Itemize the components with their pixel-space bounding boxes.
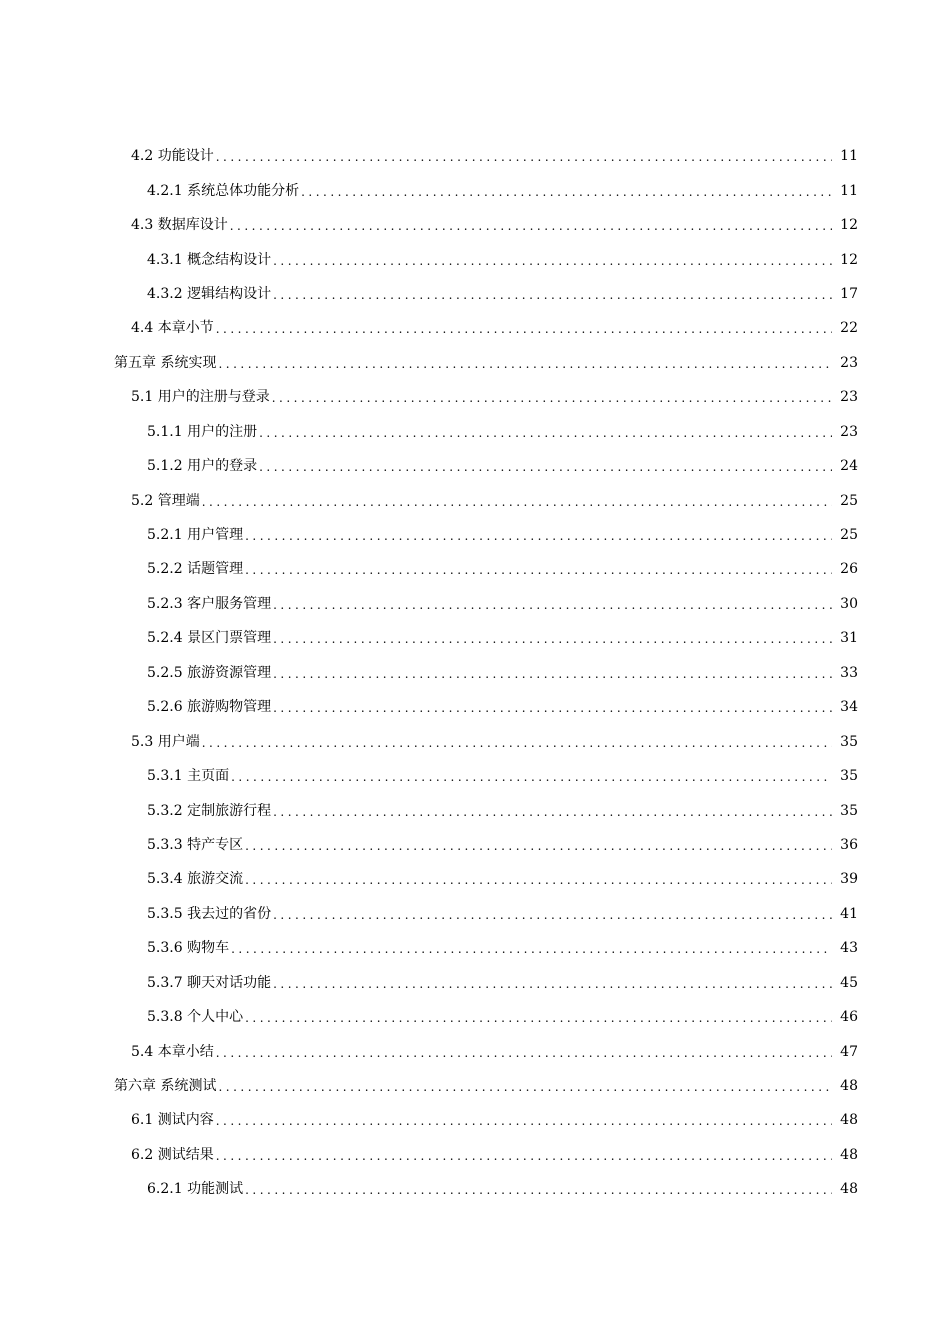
toc-dot-leader (273, 284, 832, 304)
toc-entry-title: 6.1 测试内容 (131, 1112, 214, 1129)
toc-entry[interactable] (0, 1138, 950, 1172)
toc-entry-title: 6.2 测试结果 (131, 1146, 214, 1163)
toc-entry[interactable] (0, 931, 950, 965)
toc-entry-page-number: 17 (840, 285, 858, 302)
toc-entry-page-number: 46 (840, 1009, 858, 1026)
toc-dot-leader (273, 663, 832, 683)
toc-dot-leader (231, 938, 832, 958)
toc-entry-title: 4.2.1 系统总体功能分析 (147, 182, 300, 199)
toc-dot-leader (259, 422, 832, 442)
toc-entry-page-number: 11 (840, 182, 858, 199)
toc-entry-title: 5.3.3 特产专区 (147, 836, 244, 853)
toc-entry-title: 5.3.2 定制旅游行程 (147, 802, 272, 819)
toc-entry-title: 5.2.6 旅游购物管理 (147, 699, 272, 716)
toc-dot-leader (273, 697, 832, 717)
toc-entry-page-number: 12 (840, 217, 858, 234)
toc-entry-page-number: 48 (840, 1146, 858, 1163)
toc-entry[interactable] (0, 621, 950, 655)
table-of-contents (0, 139, 950, 1207)
toc-entry[interactable] (0, 1103, 950, 1137)
toc-entry-title: 5.3.7 聊天对话功能 (147, 974, 272, 991)
toc-entry[interactable] (0, 656, 950, 690)
toc-entry[interactable] (0, 242, 950, 276)
toc-entry[interactable] (0, 1172, 950, 1206)
toc-entry[interactable] (0, 380, 950, 414)
toc-entry-page-number: 23 (840, 423, 858, 440)
toc-entry[interactable] (0, 449, 950, 483)
toc-dot-leader (245, 525, 832, 545)
toc-entry[interactable] (0, 690, 950, 724)
toc-entry-title: 5.2.1 用户管理 (147, 527, 244, 544)
toc-entry-page-number: 36 (840, 836, 858, 853)
toc-dot-leader (218, 1076, 832, 1096)
toc-entry-page-number: 47 (840, 1043, 858, 1060)
toc-entry[interactable] (0, 483, 950, 517)
toc-entry-page-number: 24 (840, 458, 858, 475)
toc-entry-title: 5.1.2 用户的登录 (147, 458, 258, 475)
toc-dot-leader (216, 1145, 832, 1165)
toc-entry[interactable] (0, 311, 950, 345)
toc-entry-title: 5.3.8 个人中心 (147, 1009, 244, 1026)
toc-entry-page-number: 26 (840, 561, 858, 578)
toc-entry[interactable] (0, 346, 950, 380)
toc-dot-leader (245, 559, 832, 579)
toc-entry[interactable] (0, 793, 950, 827)
toc-dot-leader (202, 732, 832, 752)
toc-entry-page-number: 43 (840, 940, 858, 957)
toc-dot-leader (273, 250, 832, 270)
toc-entry-title: 第六章 系统测试 (114, 1078, 217, 1095)
toc-entry-page-number: 35 (840, 802, 858, 819)
toc-entry[interactable] (0, 724, 950, 758)
toc-entry-title: 4.3 数据库设计 (131, 217, 228, 234)
toc-entry-page-number: 39 (840, 871, 858, 888)
toc-entry-title: 5.1 用户的注册与登录 (131, 389, 270, 406)
toc-entry[interactable] (0, 759, 950, 793)
toc-dot-leader (259, 456, 832, 476)
toc-entry-page-number: 35 (840, 768, 858, 785)
toc-entry-page-number: 12 (840, 251, 858, 268)
toc-entry[interactable] (0, 518, 950, 552)
toc-entry[interactable] (0, 415, 950, 449)
toc-entry-page-number: 33 (840, 664, 858, 681)
toc-entry-page-number: 48 (840, 1181, 858, 1198)
toc-entry-title: 5.2.5 旅游资源管理 (147, 664, 272, 681)
toc-entry-title: 5.1.1 用户的注册 (147, 423, 258, 440)
toc-dot-leader (272, 387, 832, 407)
toc-entry[interactable] (0, 862, 950, 896)
toc-entry-title: 4.4 本章小节 (131, 320, 214, 337)
toc-entry-page-number: 45 (840, 974, 858, 991)
toc-entry-page-number: 23 (840, 389, 858, 406)
toc-entry-page-number: 11 (840, 148, 858, 165)
toc-entry-page-number: 34 (840, 699, 858, 716)
toc-entry[interactable] (0, 277, 950, 311)
toc-dot-leader (216, 146, 832, 166)
toc-dot-leader (273, 904, 832, 924)
toc-dot-leader (245, 869, 832, 889)
toc-dot-leader (301, 181, 832, 201)
toc-entry-title: 4.3.2 逻辑结构设计 (147, 285, 272, 302)
toc-entry-title: 5.3.5 我去过的省份 (147, 905, 272, 922)
toc-entry-title: 5.3.1 主页面 (147, 768, 230, 785)
toc-entry[interactable] (0, 1069, 950, 1103)
toc-dot-leader (216, 1110, 832, 1130)
toc-dot-leader (218, 353, 832, 373)
toc-entry-title: 6.2.1 功能测试 (147, 1181, 244, 1198)
toc-dot-leader (230, 215, 832, 235)
toc-dot-leader (245, 1179, 832, 1199)
toc-entry-title: 5.3 用户端 (131, 733, 200, 750)
toc-dot-leader (245, 1007, 832, 1027)
toc-dot-leader (273, 801, 832, 821)
toc-entry-page-number: 30 (840, 595, 858, 612)
toc-entry[interactable] (0, 966, 950, 1000)
toc-entry-page-number: 23 (840, 354, 858, 371)
toc-entry-title: 4.3.1 概念结构设计 (147, 251, 272, 268)
toc-entry-title: 5.3.6 购物车 (147, 940, 230, 957)
toc-entry-title: 5.2.4 景区门票管理 (147, 630, 272, 647)
toc-entry-page-number: 22 (840, 320, 858, 337)
toc-entry[interactable] (0, 139, 950, 173)
toc-entry[interactable] (0, 897, 950, 931)
toc-dot-leader (273, 594, 832, 614)
toc-entry[interactable] (0, 587, 950, 621)
toc-entry-page-number: 25 (840, 492, 858, 509)
toc-entry-page-number: 48 (840, 1112, 858, 1129)
toc-entry[interactable] (0, 173, 950, 207)
toc-entry-page-number: 25 (840, 527, 858, 544)
toc-entry-title: 5.4 本章小结 (131, 1043, 214, 1060)
toc-entry[interactable] (0, 1000, 950, 1034)
toc-dot-leader (273, 628, 832, 648)
toc-entry-page-number: 35 (840, 733, 858, 750)
toc-dot-leader (231, 766, 832, 786)
toc-entry-page-number: 31 (840, 630, 858, 647)
toc-entry-title: 5.2.2 话题管理 (147, 561, 244, 578)
toc-dot-leader (216, 1042, 832, 1062)
toc-dot-leader (202, 491, 832, 511)
toc-entry[interactable] (0, 208, 950, 242)
toc-dot-leader (273, 973, 832, 993)
toc-entry[interactable] (0, 1034, 950, 1068)
toc-entry[interactable] (0, 828, 950, 862)
toc-entry-title: 5.3.4 旅游交流 (147, 871, 244, 888)
toc-dot-leader (245, 835, 832, 855)
toc-entry-title: 第五章 系统实现 (114, 354, 217, 371)
toc-entry-title: 5.2.3 客户服务管理 (147, 595, 272, 612)
toc-entry[interactable] (0, 552, 950, 586)
toc-entry-title: 5.2 管理端 (131, 492, 200, 509)
toc-entry-page-number: 41 (840, 905, 858, 922)
toc-dot-leader (216, 318, 832, 338)
toc-entry-title: 4.2 功能设计 (131, 148, 214, 165)
toc-entry-page-number: 48 (840, 1078, 858, 1095)
